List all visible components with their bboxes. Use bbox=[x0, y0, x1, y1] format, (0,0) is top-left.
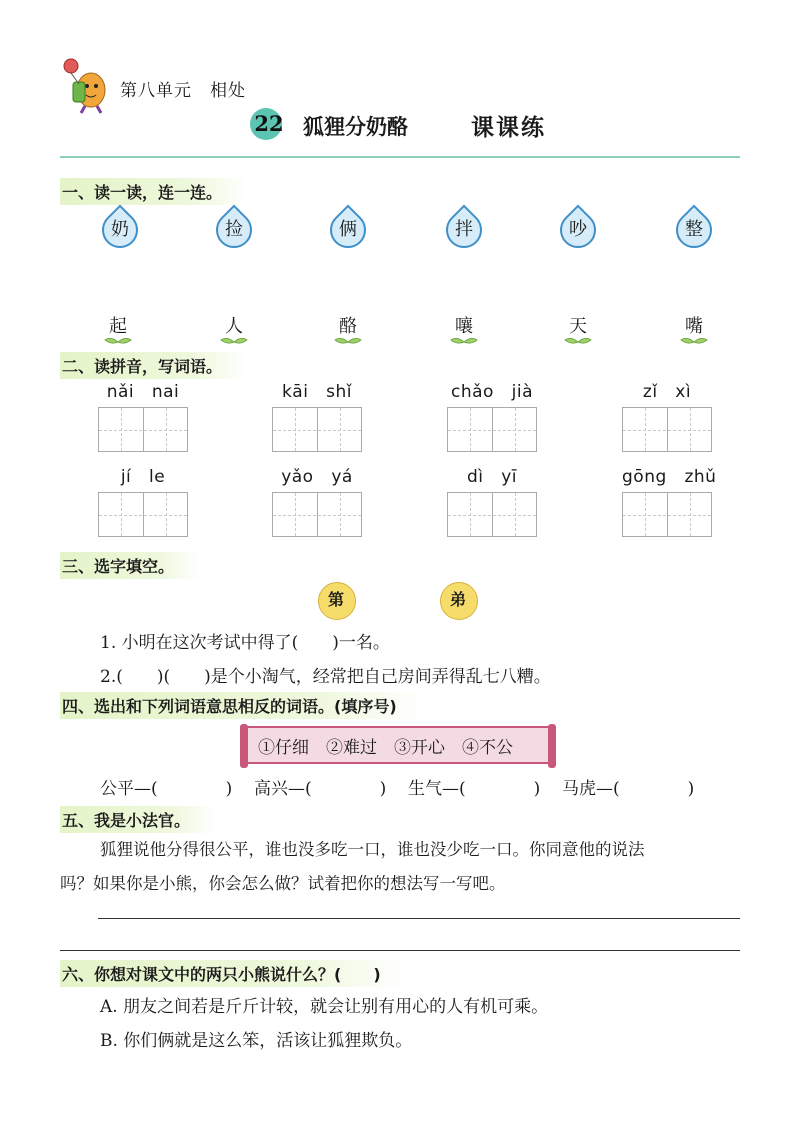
match-bottom-1[interactable]: 起 bbox=[109, 316, 127, 337]
writing-grid[interactable] bbox=[447, 492, 537, 537]
answer-line[interactable] bbox=[60, 950, 740, 951]
pinyin-syllable: yǎo bbox=[281, 467, 314, 487]
antonym-item-2[interactable]: 高兴—( ) bbox=[254, 779, 387, 799]
pinyin-syllable: le bbox=[148, 467, 166, 487]
leaf-icon bbox=[333, 336, 363, 346]
match-top-char: 吵 bbox=[569, 219, 587, 240]
match-top-char: 奶 bbox=[111, 219, 129, 240]
writing-grid[interactable] bbox=[272, 492, 362, 537]
pinyin-label bbox=[272, 467, 362, 487]
pinyin-label bbox=[272, 382, 362, 402]
pinyin-syllable: zhǔ bbox=[684, 467, 717, 487]
pinyin-syllable: kāi bbox=[281, 382, 309, 402]
match-bottom-6[interactable]: 嘴 bbox=[685, 316, 703, 337]
pinyin-syllable: yá bbox=[331, 467, 353, 487]
match-top-2[interactable] bbox=[209, 205, 260, 256]
writing-grid[interactable] bbox=[272, 407, 362, 452]
section-5-title: 五、我是小法官。 bbox=[60, 806, 216, 833]
writing-grid[interactable] bbox=[447, 407, 537, 452]
leaf-icon bbox=[449, 336, 479, 346]
pinyin-label bbox=[98, 467, 188, 487]
pinyin-label bbox=[447, 467, 537, 487]
antonym-item-3[interactable]: 生气—( ) bbox=[408, 779, 541, 799]
chick-choice-2 bbox=[436, 580, 480, 620]
lesson-title: 狐狸分奶酪 bbox=[303, 115, 408, 139]
leaf-icon bbox=[219, 336, 249, 346]
writing-grid[interactable] bbox=[622, 492, 712, 537]
pinyin-syllable: nǎi bbox=[106, 382, 135, 402]
pinyin-syllable: jià bbox=[511, 382, 534, 402]
section-6-title: 六、你想对课文中的两只小熊说什么？( ) bbox=[60, 960, 407, 987]
leaf-icon bbox=[563, 336, 593, 346]
pinyin-syllable: xì bbox=[675, 382, 692, 402]
match-bottom-3[interactable]: 酪 bbox=[339, 316, 357, 337]
choice-char: 弟 bbox=[449, 590, 466, 609]
lesson-number-badge bbox=[250, 108, 284, 142]
match-top-char: 拌 bbox=[455, 219, 473, 240]
option-a: A. 朋友之间若是斤斤计较，就会让别有用心的人有机可乘。 bbox=[100, 997, 549, 1017]
header-divider bbox=[60, 156, 740, 158]
pinyin-syllable: nai bbox=[151, 382, 180, 402]
match-top-4[interactable] bbox=[439, 205, 490, 256]
pinyin-label bbox=[622, 382, 712, 402]
pinyin-label bbox=[447, 382, 537, 402]
pinyin-syllable: yī bbox=[501, 467, 518, 487]
pinyin-syllable: shǐ bbox=[326, 382, 353, 402]
match-top-char: 捡 bbox=[225, 219, 243, 240]
match-bottom-5[interactable]: 天 bbox=[569, 316, 587, 337]
antonym-options: ①仔细 ②难过 ③开心 ④不公 bbox=[258, 738, 513, 758]
section-1-title: 一、读一读，连一连。 bbox=[60, 178, 248, 205]
passage-line-2: 吗？如果你是小熊，你会怎么做？试着把你的想法写一写吧。 bbox=[60, 874, 506, 893]
match-top-char: 俩 bbox=[339, 219, 357, 240]
match-bottom-4[interactable]: 嚷 bbox=[455, 316, 473, 337]
option-b: B. 你们俩就是这么笨，活该让狐狸欺负。 bbox=[100, 1031, 413, 1051]
section-2-title: 二、读拼音，写词语。 bbox=[60, 352, 248, 379]
chick-choice-1 bbox=[314, 580, 358, 620]
writing-grid[interactable] bbox=[622, 407, 712, 452]
match-top-6[interactable] bbox=[669, 205, 720, 256]
pinyin-syllable: gōng bbox=[622, 467, 667, 487]
match-top-5[interactable] bbox=[553, 205, 604, 256]
pinyin-label bbox=[98, 382, 188, 402]
choice-char: 第 bbox=[327, 590, 344, 609]
leaf-icon bbox=[103, 336, 133, 346]
leaf-icon bbox=[679, 336, 709, 346]
pinyin-label bbox=[622, 467, 717, 487]
brand-title: 课课练 bbox=[471, 115, 546, 141]
pinyin-syllable: chǎo bbox=[450, 382, 494, 402]
match-bottom-2[interactable]: 人 bbox=[225, 316, 243, 337]
pinyin-syllable: zǐ bbox=[642, 382, 658, 402]
match-top-char: 整 bbox=[685, 219, 703, 240]
match-top-3[interactable] bbox=[323, 205, 374, 256]
antonym-item-4[interactable]: 马虎—( ) bbox=[562, 779, 695, 799]
answer-line[interactable] bbox=[98, 918, 740, 919]
question-3-1: 1. 小明在这次考试中得了( )一名。 bbox=[100, 633, 390, 653]
lesson-number: 22 bbox=[254, 111, 284, 136]
section-3-title: 三、选字填空。 bbox=[60, 552, 200, 579]
mascot-illustration bbox=[55, 56, 115, 114]
question-3-2: 2.( )( )是个小淘气，经常把自己房间弄得乱七八糟。 bbox=[100, 667, 551, 687]
writing-grid[interactable] bbox=[98, 492, 188, 537]
section-4-title: 四、选出和下列词语意思相反的词语。(填序号) bbox=[60, 692, 423, 719]
passage-line-1: 狐狸说他分得很公平，谁也没多吃一口，谁也没少吃一口。你同意他的说法 bbox=[100, 840, 645, 859]
unit-title: 第八单元 相处 bbox=[120, 81, 246, 101]
match-top-1[interactable] bbox=[95, 205, 146, 256]
pinyin-syllable: dì bbox=[466, 467, 484, 487]
antonym-item-1[interactable]: 公平—( ) bbox=[100, 779, 233, 799]
writing-grid[interactable] bbox=[98, 407, 188, 452]
pinyin-syllable: jí bbox=[120, 467, 132, 487]
